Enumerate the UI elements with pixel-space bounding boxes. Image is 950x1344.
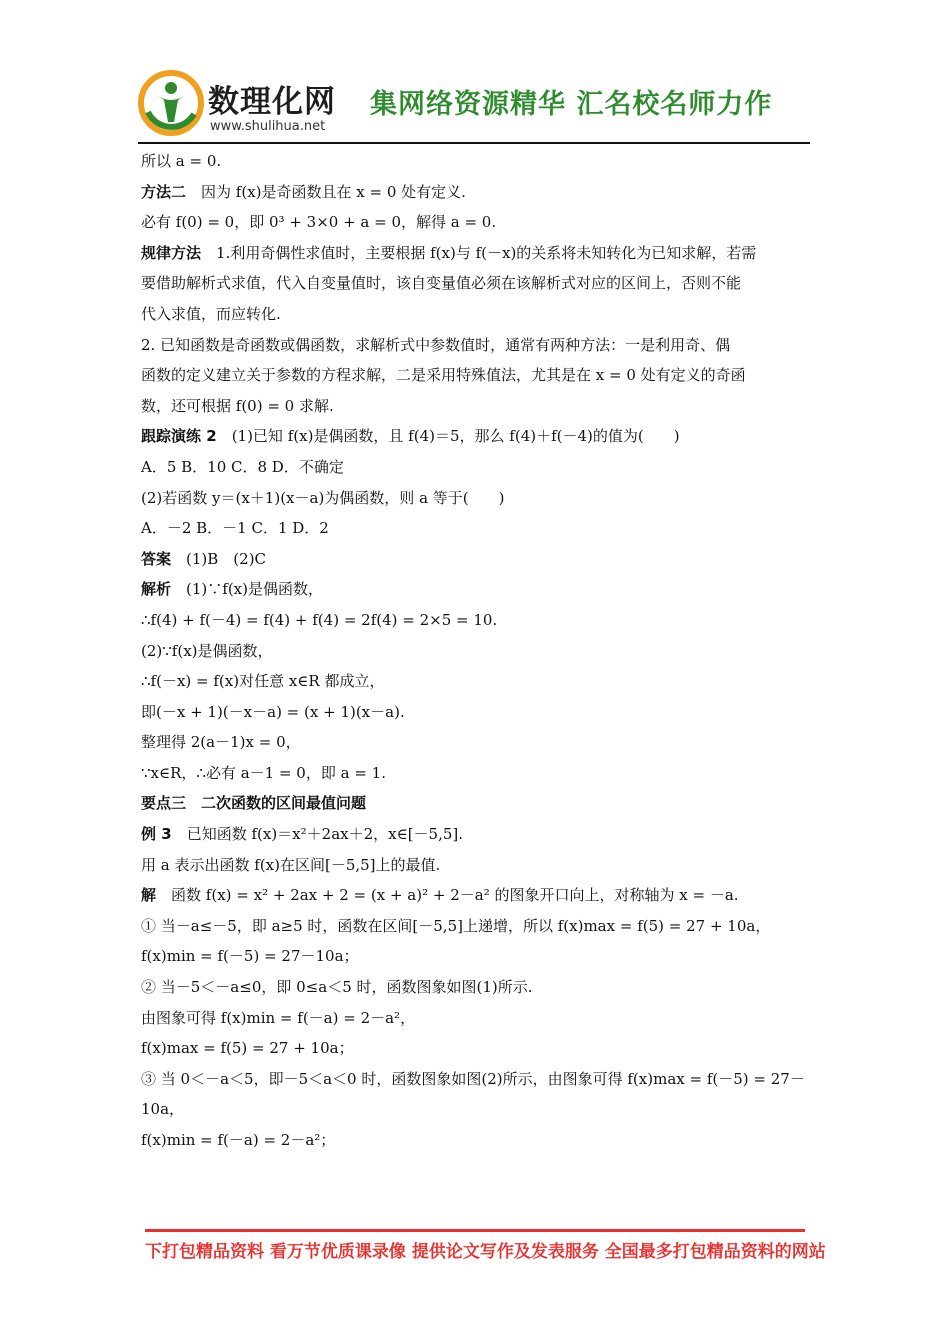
text-line: 由图象可得 f(x)min = f(－a) = 2－a²， — [141, 1008, 416, 1027]
text-line: 函数的定义建立关于参数的方程求解，二是采用特殊值法，尤其是在 x = 0 处有定义的奇函 — [141, 366, 746, 385]
text-line: 例 3 已知函数 f(x)＝x²＋2ax＋2，x∈[－5,5]. — [141, 825, 464, 844]
footer-divider — [145, 1229, 805, 1232]
text-line: ① 当－a≤－5，即 a≥5 时，函数在区间[－5,5]上递增，所以 f(x)max = f(5) = 27 + 10a， — [141, 916, 771, 935]
text-line: 要借助解析式求值，代入自变量值时，该自变量值必须在该解析式对应的区间上，否则不能 — [141, 274, 742, 293]
header-divider — [138, 142, 810, 144]
brand-name: 数理化网 — [208, 84, 336, 120]
section-heading: 要点三 二次函数的区间最值问题 — [141, 794, 367, 813]
text-line: 必有 f(0) = 0，即 0³ + 3×0 + a = 0，解得 a = 0. — [141, 213, 497, 232]
text-line: ③ 当 0＜－a＜5，即－5＜a＜0 时，函数图象如图(2)所示，由图象可得 f(x)max = f(－5) = 27－ — [141, 1069, 805, 1088]
text-line: 即(－x + 1)(－x－a) = (x + 1)(x－a). — [141, 702, 405, 721]
footer-banner: 下打包精品资料 看万节优质课录像 提供论文写作及发表服务 全国最多打包精品资料的网站 — [145, 1242, 826, 1262]
text-line: f(x)min = f(－a) = 2－a²； — [141, 1131, 336, 1149]
text-line: 规律方法 1.利用奇偶性求值时，主要根据 f(x)与 f(－x)的关系将未知转化为已知求解，若需 — [141, 243, 757, 262]
text-line: (2)若函数 y＝(x＋1)(x－a)为偶函数，则 a 等于( ) — [141, 488, 505, 507]
text-line: 10a， — [141, 1100, 185, 1119]
text-line: (2)∵f(x)是偶函数， — [141, 641, 273, 660]
text-line: 整理得 2(a－1)x = 0， — [141, 733, 301, 752]
text-line: 解析 (1)∵f(x)是偶函数， — [141, 580, 323, 599]
text-line: ∴f(－x) = f(x)对任意 x∈R 都成立， — [141, 672, 385, 691]
text-line: A．－2 B．－1 C．1 D．2 — [141, 519, 329, 538]
text-line: A．5 B．10 C．8 D．不确定 — [141, 457, 344, 476]
document-body — [141, 146, 811, 1156]
text-line: ∵x∈R，∴必有 a－1 = 0，即 a = 1. — [141, 763, 386, 782]
text-line: 所以 a = 0. — [141, 152, 222, 170]
text-line: 答案 (1)B (2)C — [141, 549, 267, 568]
text-line: 跟踪演练 2 (1)已知 f(x)是偶函数，且 f(4)＝5，那么 f(4)＋f(－4)的值为( ) — [141, 427, 680, 446]
text-line: 代入求值，而应转化. — [141, 304, 281, 323]
text-line: ② 当－5＜－a≤0，即 0≤a＜5 时，函数图象如图(1)所示. — [141, 978, 533, 997]
brand-url: www.shulihua.net — [210, 119, 326, 134]
header-slogan: 集网络资源精华 汇名校名师力作 — [370, 89, 773, 120]
page-header — [138, 70, 810, 142]
text-line: 用 a 表示出函数 f(x)在区间[－5,5]上的最值. — [141, 855, 441, 874]
text-line: 解 函数 f(x) = x² + 2ax + 2 = (x + a)² + 2－a² 的图象开口向上，对称轴为 x = －a. — [141, 886, 739, 905]
text-line: ∴f(4) + f(－4) = f(4) + f(4) = 2f(4) = 2×5 = 10. — [141, 610, 498, 629]
text-line: f(x)max = f(5) = 27 + 10a； — [141, 1039, 354, 1058]
text-line: 方法二 因为 f(x)是奇函数且在 x = 0 处有定义. — [141, 182, 466, 201]
text-line: 数，还可根据 f(0) = 0 求解. — [141, 396, 334, 415]
text-line: 2. 已知函数是奇函数或偶函数，求解析式中参数值时，通常有两种方法：一是利用奇、偶 — [141, 335, 731, 354]
text-line: f(x)min = f(－5) = 27－10a； — [141, 947, 359, 966]
logo-icon — [138, 70, 204, 136]
